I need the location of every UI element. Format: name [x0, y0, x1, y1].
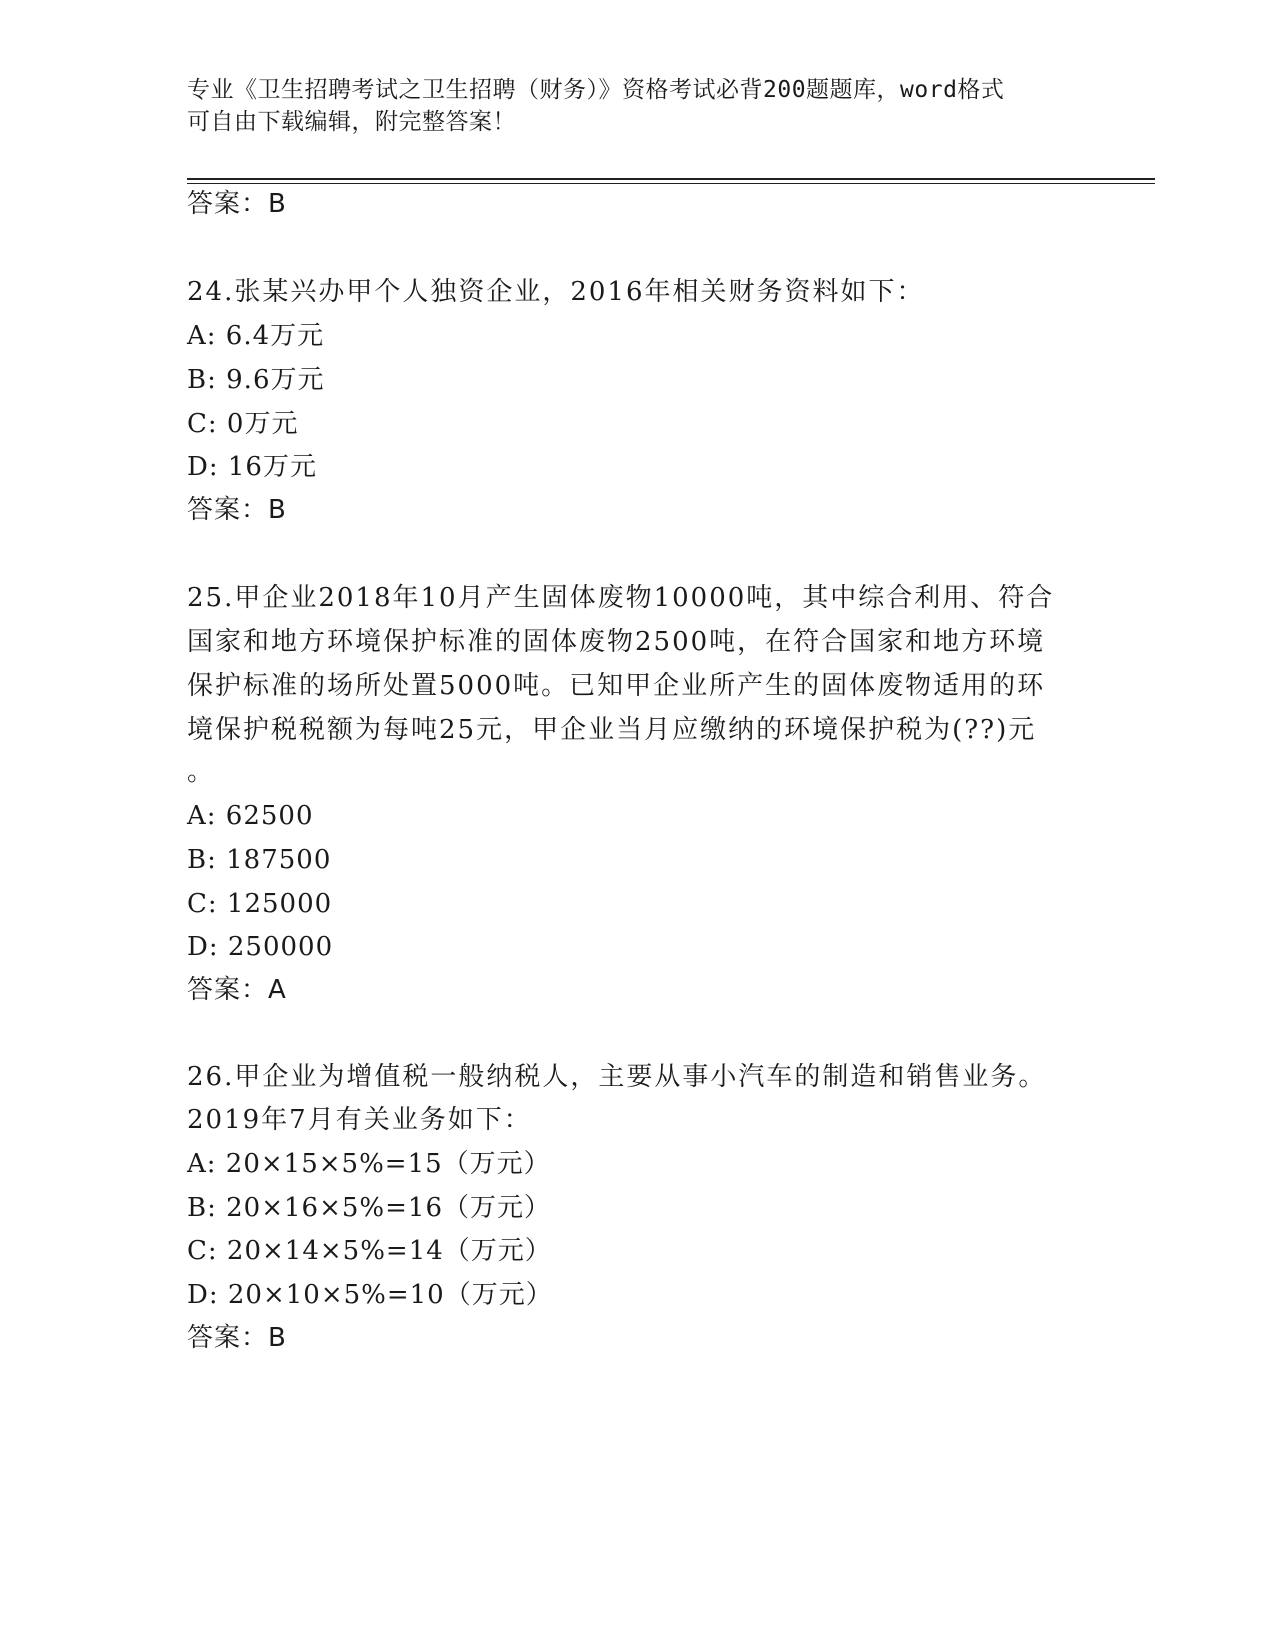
question-24-option-c: C: 0万元 [187, 409, 299, 439]
question-25-answer: 答案：A [187, 975, 287, 1005]
header-rule-thick [187, 178, 1155, 180]
document-header [187, 74, 1087, 138]
question-26-option-b: B: 20×16×5%=16（万元） [187, 1193, 551, 1223]
question-26-stem-line: 2019年7月有关业务如下： [187, 1105, 532, 1135]
header-line-2: 可自由下载编辑，附完整答案！ [187, 109, 516, 135]
question-26-option-d: D: 20×10×5%=10（万元） [187, 1280, 553, 1310]
question-25-stem-line: 保护标准的场所处置5000吨。已知甲企业所产生的固体废物适用的环 [187, 671, 1046, 701]
question-26-option-c: C: 20×14×5%=14（万元） [187, 1236, 552, 1266]
question-24-option-b: B: 9.6万元 [187, 365, 325, 395]
question-25-stem-line: 。 [187, 757, 216, 787]
question-25-stem-line: 境保护税税额为每吨25元，甲企业当月应缴纳的环境保护税为(??)元 [187, 715, 1037, 745]
header-line-1: 专业《卫生招聘考试之卫生招聘（财务）》资格考试必背200题题库，word格式 [187, 77, 1005, 103]
answer-prev: 答案：B [187, 189, 287, 219]
question-25-stem-line: 国家和地方环境保护标准的固体废物2500吨，在符合国家和地方环境 [187, 627, 1046, 657]
question-24-stem-line: 24.张某兴办甲个人独资企业，2016年相关财务资料如下： [187, 277, 925, 307]
question-25-stem-line: 25.甲企业2018年10月产生固体废物10000吨，其中综合利用、符合 [187, 583, 1055, 613]
header-rule-thin [187, 183, 1155, 184]
question-24-option-d: D: 16万元 [187, 452, 317, 482]
question-25-option-a: A: 62500 [187, 801, 314, 831]
question-24-answer: 答案：B [187, 495, 287, 525]
question-25-option-c: C: 125000 [187, 889, 333, 919]
question-26-stem-line: 26.甲企业为增值税一般纳税人，主要从事小汽车的制造和销售业务。 [187, 1062, 1047, 1092]
question-25-option-d: D: 250000 [187, 932, 334, 962]
question-26-option-a: A: 20×15×5%=15（万元） [187, 1149, 551, 1179]
question-25-option-b: B: 187500 [187, 845, 332, 875]
question-24-option-a: A: 6.4万元 [187, 321, 325, 351]
question-26-answer: 答案：B [187, 1323, 287, 1353]
